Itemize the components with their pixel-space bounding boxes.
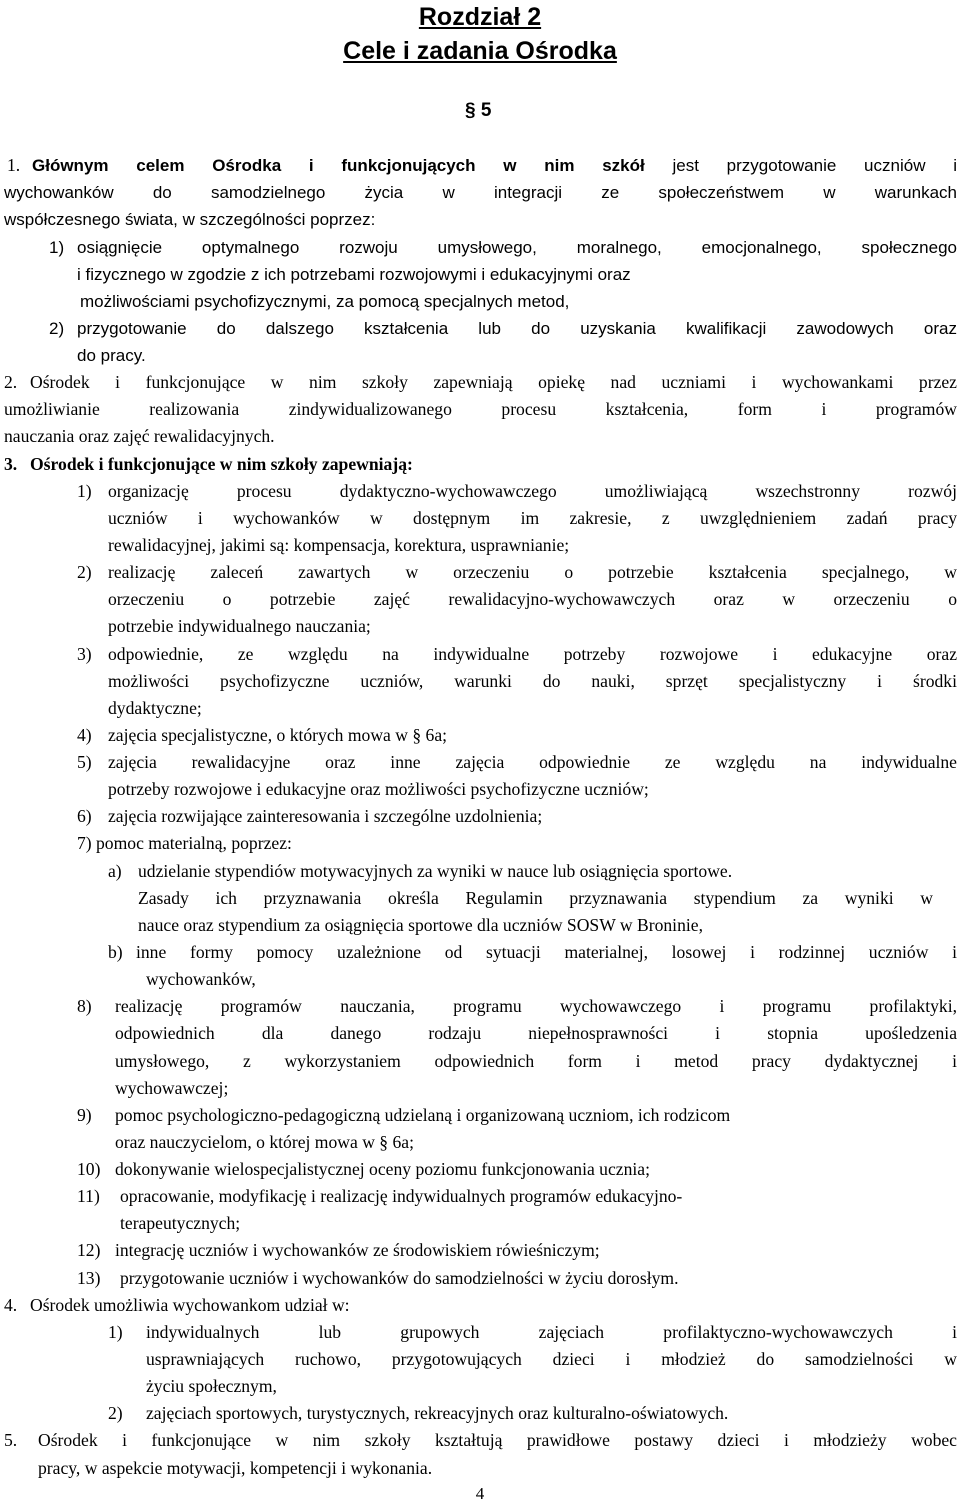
section-3-item-10-number: 10) <box>77 1159 101 1179</box>
section-3-item-7a-line-1: udzielanie stypendiów motywacyjnych za wyniki w nauce lub osiągnięcia sportowe. <box>138 861 733 881</box>
section-3-item-3-number: 3) <box>77 644 92 664</box>
section-3-item-3-line-1: odpowiednie, ze względu na indywidualne potrzeby rozwojowe i edukacyjne oraz <box>108 644 957 664</box>
paragraph-number: § 5 <box>465 100 492 121</box>
section-4-item-1-line-3: życiu społecznym, <box>146 1376 277 1396</box>
section-4-item-1-line-2: usprawniających ruchowo, przygotowujących dzieci i młodzież do samodzielności w <box>146 1349 957 1369</box>
section-3-item-12-line-1: integrację uczniów i wychowanków ze środowiskiem rówieśniczym; <box>115 1240 600 1260</box>
section-1-line-2: wychowanków do samodzielnego życia w integracji ze społeczeństwem w warunkach <box>4 183 957 202</box>
section-3-item-4-number: 4) <box>77 725 92 745</box>
chapter-heading: Rozdział 2 <box>418 3 542 31</box>
section-1-text: jest przygotowanie uczniów i <box>672 156 957 175</box>
section-3-item-2-line-2: orzeczeniu o potrzebie zajęć rewalidacyjno-wychowawczych oraz w orzeczeniu o <box>108 589 957 609</box>
section-3-item-6-number: 6) <box>77 806 92 826</box>
section-1-item-2-number: 2) <box>49 319 65 338</box>
section-4-item-2-number: 2) <box>108 1403 123 1423</box>
section-2-line-1: Ośrodek i funkcjonujące w nim szkoły zapewniają opiekę nad uczniami i wychowankami przez <box>30 372 957 392</box>
section-3-item-1-line-3: rewalidacyjnej, jakimi są: kompensacja, korektura, usprawnianie; <box>108 535 570 555</box>
section-3-item-13-number: 13) <box>77 1268 101 1288</box>
section-3-item-5-number: 5) <box>77 752 92 772</box>
section-3-item-8-line-1: realizację programów nauczania, programu wychowawczego i programu profilaktyki, <box>115 996 957 1016</box>
section-3-item-9-number: 9) <box>77 1105 92 1125</box>
section-3-item-2-number: 2) <box>77 562 92 582</box>
section-3-item-1-line-1: organizację procesu dydaktyczno-wychowawczego umożliwiającą wszechstronny rozwój <box>108 481 957 501</box>
section-3-item-7-number: 7) <box>77 833 92 853</box>
section-3-item-11-line-2: terapeutycznych; <box>120 1213 241 1233</box>
section-3-item-7-line-1: pomoc materialną, poprzez: <box>96 833 292 853</box>
section-3-item-1-line-2: uczniów i wychowanków w dostępnym im zakresie, z uwzględnieniem zadań pracy <box>108 508 957 528</box>
section-3-number: 3. <box>4 454 18 474</box>
section-3-item-7b-line-1: inne formy pomocy uzależnione od sytuacji materialnej, losowej i rodzinnej uczniów i <box>136 942 957 962</box>
section-3-item-4-line-1: zajęcia specjalistyczne, o których mowa w § 6a; <box>108 725 448 745</box>
section-5-line-1: Ośrodek i funkcjonujące w nim szkoły kształtują prawidłowe postawy dzieci i młodzieży wobec <box>38 1430 957 1450</box>
section-3-item-12-number: 12) <box>77 1240 101 1260</box>
section-3-item-8-number: 8) <box>77 996 92 1016</box>
section-3-item-7a-line-3: nauce oraz stypendium za osiągnięcia sportowe dla uczniów SOSW w Broninie, <box>138 915 703 935</box>
section-3-item-2-line-1: realizację zaleceń zawartych w orzeczeniu o potrzebie kształcenia specjalnego, w <box>108 562 957 582</box>
chapter-title: Cele i zadania Ośrodka <box>343 37 617 65</box>
section-3-item-8-line-2: odpowiednich dla danego rodzaju niepełnosprawności i stopnia upośledzenia <box>115 1023 957 1043</box>
section-1-item-1-number: 1) <box>49 238 65 257</box>
section-2-number: 2. <box>4 372 18 392</box>
section-5-line-2: pracy, w aspekcie motywacji, kompetencji i wykonania. <box>38 1458 433 1478</box>
section-1-item-1-line-2: i fizycznego w zgodzie z ich potrzebami rozwojowymi i edukacyjnymi oraz <box>77 265 631 284</box>
section-4-line-1: Ośrodek umożliwia wychowankom udział w: <box>30 1295 350 1315</box>
section-1-bold: Głównym celem Ośrodka i funkcjonujących w nim szkół <box>32 156 645 175</box>
section-3-item-7b-line-2: wychowanków, <box>146 969 256 989</box>
section-4-item-2-line-1: zajęciach sportowych, turystycznych, rekreacyjnych oraz kulturalno-oświatowych. <box>146 1403 729 1423</box>
section-3-item-13-line-1: przygotowanie uczniów i wychowanków do samodzielności w życiu dorosłym. <box>120 1268 679 1288</box>
section-1-item-1-line-3: możliwościami psychofizycznymi, za pomocą specjalnych metod, <box>80 292 570 311</box>
section-3-item-9-line-2: oraz nauczycielom, o której mowa w § 6a; <box>115 1132 414 1152</box>
section-3-item-8-line-3: umysłowego, z wykorzystaniem odpowiednich form i metod pracy dydaktycznej i <box>115 1051 957 1071</box>
section-5-number: 5. <box>4 1430 18 1450</box>
section-3-item-9-line-1: pomoc psychologiczno-pedagogiczną udzielaną i organizowaną uczniom, ich rodzicom <box>115 1105 731 1125</box>
section-3-item-7a-number: a) <box>108 861 122 881</box>
section-1-item-2-line-1: przygotowanie do dalszego kształcenia lub do uzyskania kwalifikacji zawodowych oraz <box>77 319 957 338</box>
section-3-item-11-number: 11) <box>77 1186 100 1206</box>
section-4-item-1-line-1: indywidualnych lub grupowych zajęciach profilaktyczno-wychowawczych i <box>146 1322 957 1342</box>
section-3-item-7b-number: b) <box>108 942 123 962</box>
section-3-item-2-line-3: potrzebie indywidualnego nauczania; <box>108 616 371 636</box>
section-3-heading: Ośrodek i funkcjonujące w nim szkoły zapewniają: <box>30 454 413 474</box>
section-3-item-8-line-4: wychowawczej; <box>115 1078 229 1098</box>
section-3-item-3-line-3: dydaktyczne; <box>108 698 202 718</box>
section-3-item-5-line-1: zajęcia rewalidacyjne oraz inne zajęcia odpowiednie ze względu na indywidualne <box>108 752 957 772</box>
section-3-item-10-line-1: dokonywanie wielospecjalistycznej oceny poziomu funkcjonowania ucznia; <box>115 1159 650 1179</box>
section-1-item-2-line-2: do pracy. <box>77 346 146 365</box>
section-3-item-6-line-1: zajęcia rozwijające zainteresowania i szczególne uzdolnienia; <box>108 806 543 826</box>
section-3-item-5-line-2: potrzeby rozwojowe i edukacyjne oraz możliwości psychofizyczne uczniów; <box>108 779 649 799</box>
section-3-item-7a-line-2: Zasady ich przyznawania określa Regulamin przyznawania stypendium za wyniki w <box>138 888 933 908</box>
section-1-number: 1. <box>7 155 21 175</box>
section-1-line-3: współczesnego świata, w szczególności poprzez: <box>4 210 376 229</box>
section-4-number: 4. <box>4 1295 18 1315</box>
section-3-item-11-line-1: opracowanie, modyfikację i realizację indywidualnych programów edukacyjno- <box>120 1186 683 1206</box>
page-number: 4 <box>475 1484 485 1503</box>
section-2-line-2: umożliwianie realizowania zindywidualizowanego procesu kształcenia, form i programów <box>4 399 957 419</box>
section-1-item-1-line-1: osiągnięcie optymalnego rozwoju umysłowego, moralnego, emocjonalnego, społecznego <box>77 238 957 257</box>
section-3-item-3-line-2: możliwości psychofizyczne uczniów, warunki do nauki, sprzęt specjalistyczny i środki <box>108 671 957 691</box>
section-4-item-1-number: 1) <box>108 1322 123 1342</box>
section-3-item-1-number: 1) <box>77 481 92 501</box>
section-1-line-1 <box>32 152 957 179</box>
section-2-line-3: nauczania oraz zajęć rewalidacyjnych. <box>4 426 275 446</box>
